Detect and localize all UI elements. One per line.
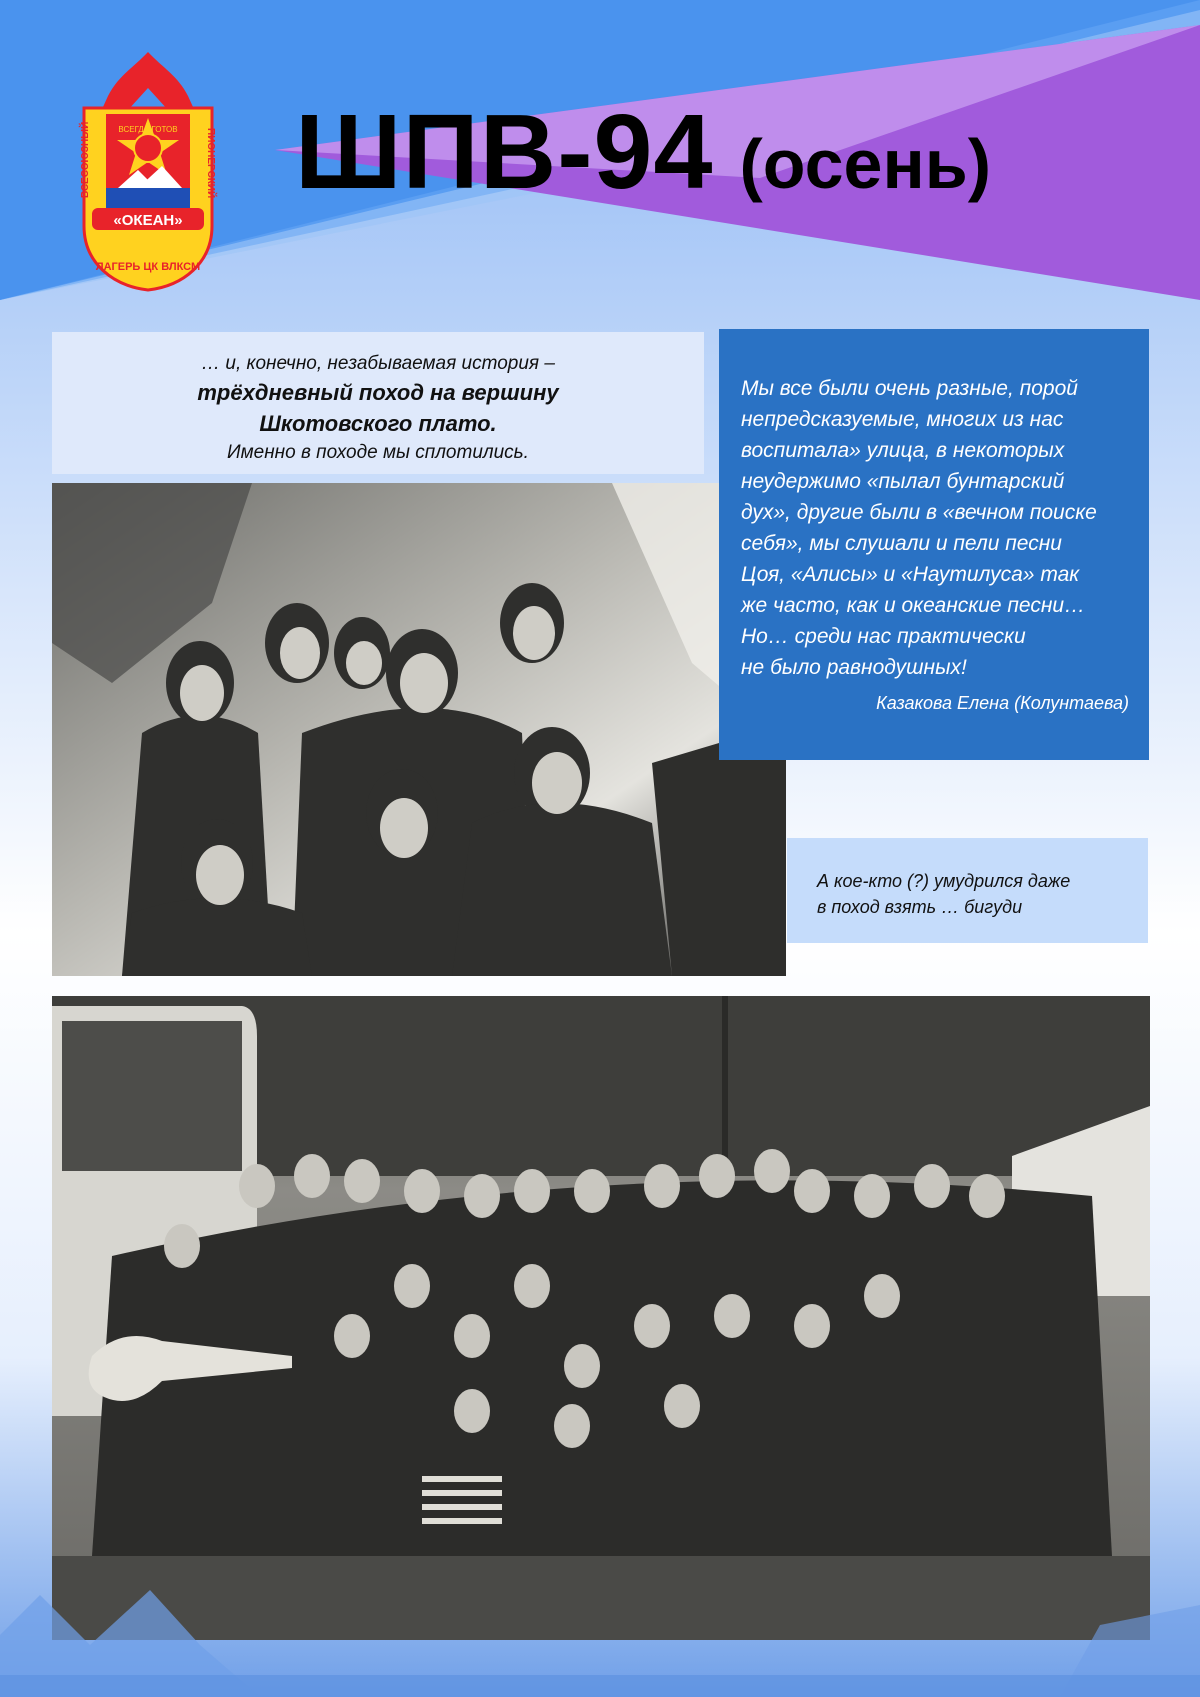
quote-line: непредсказуемые, многих из нас (741, 408, 1064, 431)
curlers-caption-line2: в поход взять … бигуди (817, 897, 1023, 917)
curlers-caption (787, 838, 1148, 943)
quote-line: Цоя, «Алисы» и «Наутилуса» так (741, 563, 1080, 586)
logo-left-text: ВСЕСОЮЗНЫЙ (80, 121, 91, 198)
quote-text (741, 373, 1129, 683)
quote-line: неудержимо «пылал бунтарский (741, 470, 1065, 493)
quote-author: Казакова Елена (Колунтаева) (876, 693, 1129, 713)
hike-caption-line4: Именно в походе мы сплотились. (227, 442, 529, 463)
quote-line: не было равнодушных! (741, 656, 967, 679)
quote-line: Но… среди нас практически (741, 625, 1026, 648)
hike-group-photo (52, 483, 786, 976)
title-subtitle: (осень) (739, 125, 992, 203)
curlers-caption-line1: А кое-кто (?) умудрился даже (817, 871, 1071, 891)
ocean-camp-logo (78, 48, 218, 293)
hike-caption-line1: … и, конечно, незабываемая история – (201, 353, 555, 374)
logo-ribbon-text: ВСЕГДА ГОТОВ (118, 125, 178, 134)
logo-right-text: ПИОНЕРСКИЙ (205, 128, 216, 199)
bottom-building-decoration (0, 1585, 1200, 1697)
hike-caption-line2: трёхдневный поход на вершину (197, 380, 559, 405)
quote-line: же часто, как и океанские песни… (741, 594, 1086, 617)
quote-line: дух», другие были в «вечном поиске (741, 501, 1097, 524)
quote-line: Мы все были очень разные, порой (741, 377, 1078, 400)
title-main: ШПВ-94 (295, 93, 714, 211)
memory-quote (719, 329, 1149, 760)
hike-caption-line3: Шкотовского плато. (259, 411, 497, 436)
camp-group-photo (52, 996, 1150, 1640)
logo-bottom-text: ЛАГЕРЬ ЦК ВЛКСМ (95, 261, 201, 273)
hike-caption (52, 332, 704, 474)
logo-name: «ОКЕАН» (113, 212, 183, 229)
page-title (295, 92, 991, 213)
quote-line: себя», мы слушали и пели песни (741, 532, 1062, 555)
quote-line: воспитала» улица, в некоторых (741, 439, 1065, 462)
